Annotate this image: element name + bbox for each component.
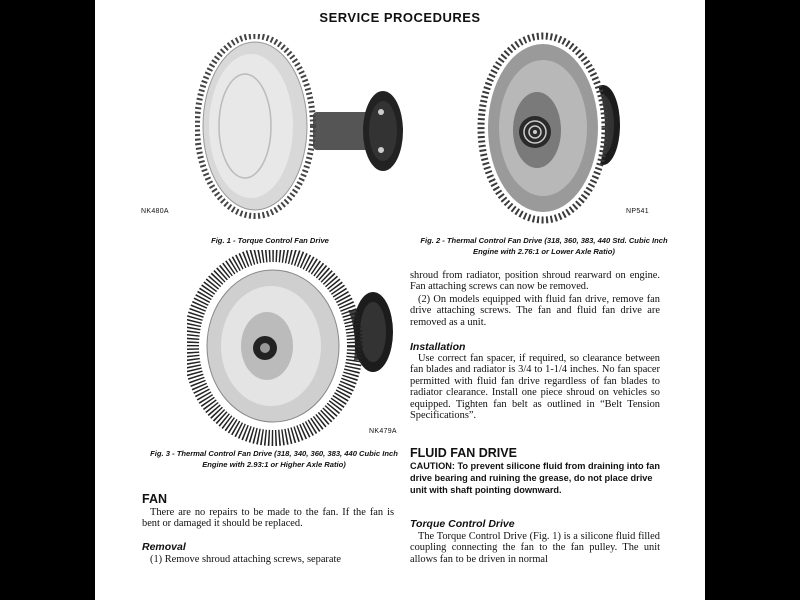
installation-text: Use correct fan spacer, if required, so clearance between fan blades and radiator is 3/4 to 1-1/4 inches. No fan spacer permitted with fluid fan drive regardless of fan blades to radiator clearance. Install one piece shroud on vehicles so equipped. Tighten fan belt as outlined in “Belt Tension Specifications”. bbox=[410, 353, 660, 422]
figure-3-code: NK479A bbox=[369, 428, 397, 435]
removal-continuation: shroud from radiator, position shroud rearward on engine. Fan attaching screws can now be removed. bbox=[410, 270, 660, 293]
fan-heading: FAN bbox=[142, 492, 167, 506]
page-title: SERVICE PROCEDURES bbox=[319, 10, 481, 25]
figure-2-caption: Fig. 2 - Thermal Control Fan Drive (318, 360, 383, 440 Std. Cubic Inch Engine with 2.76:1 or Lower Axle Ratio) bbox=[420, 236, 668, 256]
figure-2-code: NP541 bbox=[626, 208, 649, 215]
manual-page bbox=[95, 0, 705, 600]
removal-step-2: (2) On models equipped with fluid fan drive, remove fan drive attaching screws. The fan and fluid fan drive are removed as a unit. bbox=[410, 294, 660, 328]
torque-control-heading: Torque Control Drive bbox=[410, 518, 515, 530]
installation-heading: Installation bbox=[410, 341, 466, 353]
figure-3-image bbox=[187, 250, 437, 448]
figure-1-caption: Fig. 1 - Torque Control Fan Drive bbox=[211, 236, 329, 245]
fan-text: There are no repairs to be made to the fan. If the fan is bent or damaged it should be replaced. bbox=[142, 507, 394, 530]
figure-3-caption: Fig. 3 - Thermal Control Fan Drive (318, 340, 360, 383, 440 Cubic Inch Engine with 2.93:1 or Higher Axle Ratio) bbox=[150, 449, 398, 469]
torque-control-text: The Torque Control Drive (Fig. 1) is a silicone fluid filled coupling connecting the fan to the fan pulley. The unit allows fan to be driven in normal bbox=[410, 531, 660, 565]
removal-heading: Removal bbox=[142, 541, 186, 553]
fluid-fan-drive-heading: FLUID FAN DRIVE bbox=[410, 446, 517, 460]
figure-1-image bbox=[195, 34, 435, 224]
figure-2-image bbox=[475, 30, 655, 230]
figure-1-code: NK480A bbox=[141, 208, 169, 215]
removal-step-1: (1) Remove shroud attaching screws, separate bbox=[150, 554, 342, 565]
caution-text: CAUTION: To prevent silicone fluid from draining into fan drive bearing and ruining the grease, do not place drive unit with shaft pointing downward. bbox=[410, 461, 660, 495]
